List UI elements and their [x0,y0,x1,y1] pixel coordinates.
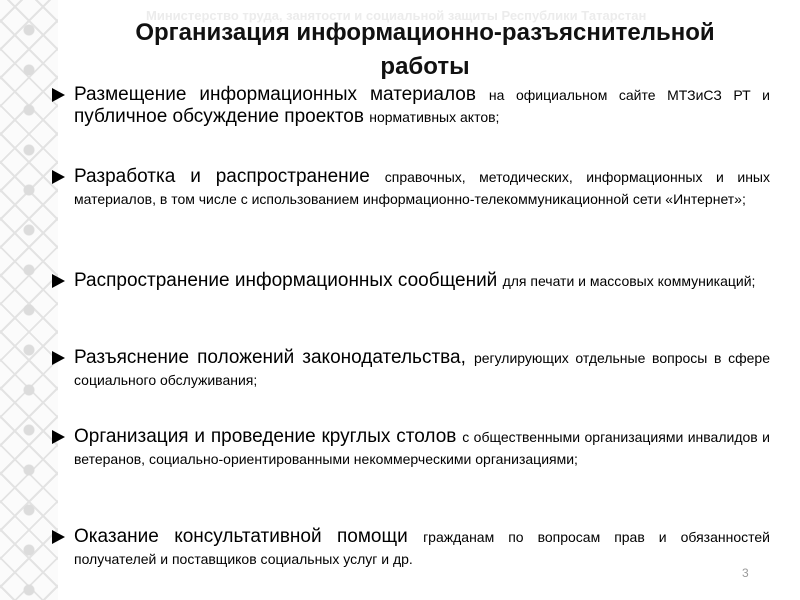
ministry-header: Министерство труда, занятости и социальной защиты Республики Татарстан [146,8,647,23]
list-item [52,347,770,391]
item-lead: Разработка и распространение [74,166,385,187]
arrow-bullet-icon [52,274,65,288]
item-text: гражданам по вопросам прав и обязанностей получателей и поставщиков социальных услуг и др. [74,529,770,567]
item-lead: Размещение информационных материалов [74,84,489,105]
arrow-bullet-icon [52,88,65,102]
item-lead: Распространение информационных сообщений [74,270,503,291]
list-item [52,270,770,292]
arrow-bullet-icon [52,170,65,184]
item-lead: Организация и проведение круглых столов [74,426,463,447]
item-text-2: нормативных актов; [369,109,500,125]
title-line-2: работы [380,53,470,80]
item-text: справочных, методических, информационных и иных материалов, в том числе с использованием информационно-телекоммуникационной сети «Интернет»; [74,169,770,207]
list-item [52,84,770,128]
item-lead-2: публичное обсуждение проектов [74,106,370,127]
item-text: с общественными организациями инвалидов и ветеранов, социально-ориентированными некоммерческими организациями; [74,429,770,467]
list-item [52,526,770,570]
item-text: для печати и массовых коммуникаций; [502,273,756,289]
item-lead: Оказание консультативной помощи [74,526,424,547]
arrow-bullet-icon [52,351,65,365]
list-item [52,166,770,210]
title-line-1: Организация информационно-разъяснительной [135,19,715,46]
slide-title [70,16,780,84]
item-text: на официальном сайте МТЗиСЗ РТ и [488,87,770,103]
arrow-bullet-icon [52,430,65,444]
item-text: регулирующих отдельные вопросы в сфере социального обслуживания; [74,350,770,388]
arrow-bullet-icon [52,530,65,544]
decorative-ornament-border [0,0,58,600]
list-item [52,426,770,470]
page-number: 3 [742,566,749,580]
item-lead: Разъяснение положений законодательства, [74,347,474,368]
